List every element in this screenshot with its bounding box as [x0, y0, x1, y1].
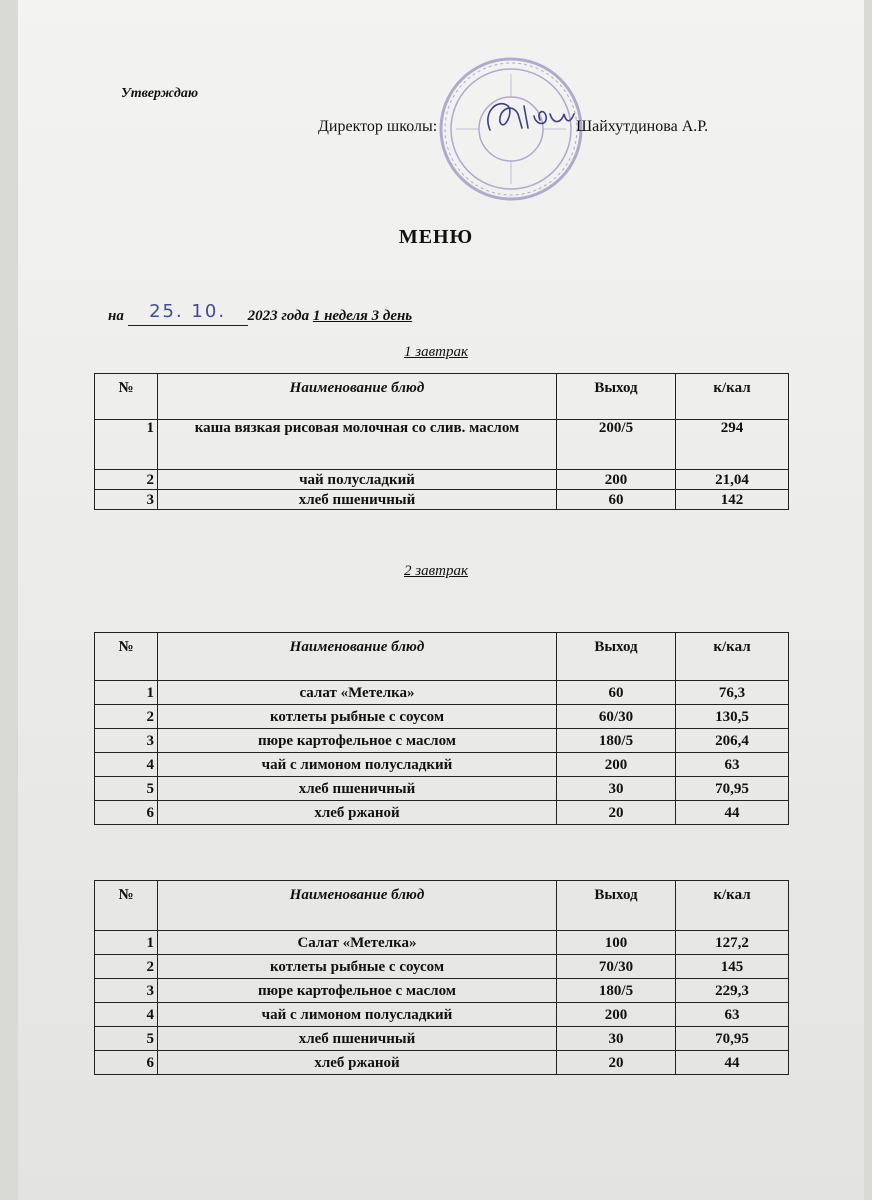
- page-title: МЕНЮ: [398, 226, 474, 248]
- dish-kcal: 127,2: [676, 931, 789, 955]
- dish-output: 60/30: [557, 705, 676, 729]
- date-blank: [128, 301, 248, 326]
- row-number: 1: [95, 420, 158, 470]
- dish-output: 200: [557, 470, 676, 490]
- dish-name: котлеты рыбные с соусом: [158, 955, 557, 979]
- col-output-header: Выход: [557, 881, 676, 931]
- section-title-breakfast-1: 1 завтрак: [404, 344, 468, 360]
- col-output-header: Выход: [557, 374, 676, 420]
- director-signature-icon: [478, 92, 588, 142]
- dish-name: хлеб ржаной: [158, 1051, 557, 1075]
- row-number: 2: [95, 470, 158, 490]
- row-number: 6: [95, 801, 158, 825]
- dish-output: 20: [557, 801, 676, 825]
- dish-kcal: 229,3: [676, 979, 789, 1003]
- col-kcal-header: к/кал: [676, 633, 789, 681]
- dish-kcal: 76,3: [676, 681, 789, 705]
- table-row: [95, 729, 789, 753]
- col-number-header: №: [95, 881, 158, 931]
- dish-name: чай с лимоном полусладкий: [158, 753, 557, 777]
- row-number: 4: [95, 1003, 158, 1027]
- dish-name: чай с лимоном полусладкий: [158, 1003, 557, 1027]
- table-row: [95, 1051, 789, 1075]
- dish-kcal: 70,95: [676, 1027, 789, 1051]
- row-number: 4: [95, 753, 158, 777]
- dish-kcal: 142: [676, 490, 789, 510]
- table-row: [95, 777, 789, 801]
- section-title-breakfast-2: 2 завтрак: [404, 563, 468, 579]
- row-number: 5: [95, 777, 158, 801]
- dish-kcal: 206,4: [676, 729, 789, 753]
- table-row: [95, 490, 789, 510]
- dish-output: 20: [557, 1051, 676, 1075]
- dish-name: хлеб пшеничный: [158, 777, 557, 801]
- row-number: 5: [95, 1027, 158, 1051]
- col-kcal-header: к/кал: [676, 881, 789, 931]
- dish-name: чай полусладкий: [158, 470, 557, 490]
- col-kcal-header: к/кал: [676, 374, 789, 420]
- dish-kcal: 21,04: [676, 470, 789, 490]
- table-header-row: [95, 881, 789, 931]
- director-name: Шайхутдинова А.Р.: [576, 118, 709, 135]
- dish-name: салат «Метелка»: [158, 681, 557, 705]
- dish-output: 180/5: [557, 729, 676, 753]
- col-output-header: Выход: [557, 633, 676, 681]
- menu-table-third: [94, 880, 789, 1075]
- col-name-header: Наименование блюд: [158, 374, 557, 420]
- dish-output: 60: [557, 681, 676, 705]
- table-row: [95, 1003, 789, 1027]
- row-number: 3: [95, 979, 158, 1003]
- date-year: 2023 года: [247, 308, 310, 324]
- table-row: [95, 705, 789, 729]
- table-row: [95, 955, 789, 979]
- dish-kcal: 63: [676, 1003, 789, 1027]
- col-name-header: Наименование блюд: [158, 881, 557, 931]
- row-number: 3: [95, 490, 158, 510]
- table-header-row: [95, 374, 789, 420]
- table-row: [95, 931, 789, 955]
- dish-kcal: 130,5: [676, 705, 789, 729]
- dish-name: Салат «Метелка»: [158, 931, 557, 955]
- row-number: 2: [95, 705, 158, 729]
- col-number-header: №: [95, 633, 158, 681]
- dish-output: 200: [557, 1003, 676, 1027]
- dish-name: хлеб пшеничный: [158, 1027, 557, 1051]
- date-prefix: на: [108, 308, 124, 324]
- table-row: [95, 470, 789, 490]
- table-row: [95, 420, 789, 470]
- dish-output: 70/30: [557, 955, 676, 979]
- dish-output: 100: [557, 931, 676, 955]
- table-row: [95, 681, 789, 705]
- dish-kcal: 70,95: [676, 777, 789, 801]
- dish-output: 30: [557, 777, 676, 801]
- date-line: [108, 301, 413, 326]
- col-number-header: №: [95, 374, 158, 420]
- dish-output: 60: [557, 490, 676, 510]
- dish-output: 200/5: [557, 420, 676, 470]
- table-row: [95, 979, 789, 1003]
- dish-output: 180/5: [557, 979, 676, 1003]
- dish-kcal: 294: [676, 420, 789, 470]
- dish-kcal: 44: [676, 1051, 789, 1075]
- row-number: 6: [95, 1051, 158, 1075]
- dish-kcal: 63: [676, 753, 789, 777]
- dish-name: котлеты рыбные с соусом: [158, 705, 557, 729]
- dish-name: пюре картофельное с маслом: [158, 979, 557, 1003]
- week-day: 1 неделя 3 день: [312, 308, 413, 324]
- table-header-row: [95, 633, 789, 681]
- dish-output: 200: [557, 753, 676, 777]
- dish-name: хлеб пшеничный: [158, 490, 557, 510]
- dish-output: 30: [557, 1027, 676, 1051]
- approve-label: Утверждаю: [121, 86, 199, 101]
- menu-table-breakfast-2: [94, 632, 789, 825]
- table-row: [95, 1027, 789, 1051]
- dish-name: пюре картофельное с маслом: [158, 729, 557, 753]
- col-name-header: Наименование блюд: [158, 633, 557, 681]
- director-label: Директор школы:: [318, 118, 438, 135]
- table-row: [95, 753, 789, 777]
- dish-name: хлеб ржаной: [158, 801, 557, 825]
- dish-name: каша вязкая рисовая молочная со слив. маслом: [158, 420, 557, 470]
- row-number: 1: [95, 681, 158, 705]
- row-number: 3: [95, 729, 158, 753]
- row-number: 1: [95, 931, 158, 955]
- dish-kcal: 145: [676, 955, 789, 979]
- handwritten-date: 25. 10.: [149, 301, 227, 322]
- table-row: [95, 801, 789, 825]
- menu-table-breakfast-1: [94, 373, 789, 510]
- row-number: 2: [95, 955, 158, 979]
- dish-kcal: 44: [676, 801, 789, 825]
